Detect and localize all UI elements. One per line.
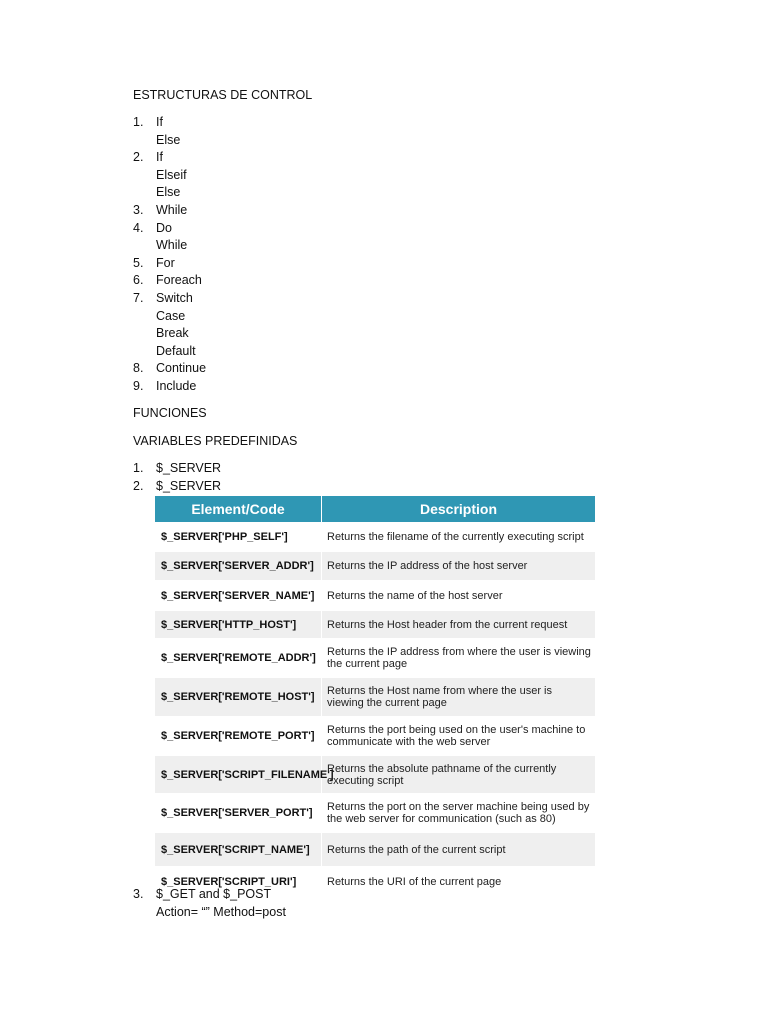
table-row bbox=[155, 552, 595, 581]
list-text: Break bbox=[156, 326, 189, 341]
list-text: If bbox=[156, 150, 163, 165]
cell-code: $_SERVER['HTTP_HOST'] bbox=[155, 611, 322, 638]
table-row bbox=[155, 581, 595, 611]
list-number: 9. bbox=[133, 378, 144, 393]
table-row bbox=[155, 522, 595, 552]
list-number: 3. bbox=[133, 887, 144, 901]
cell-description: Returns the Host header from the current request bbox=[327, 618, 568, 631]
cell-description: Returns the absolute pathname of the currently executing script bbox=[327, 762, 557, 787]
list-number: 6. bbox=[133, 273, 144, 288]
cell-description: Returns the name of the host server bbox=[327, 589, 503, 602]
cell-code: $_SERVER['SERVER_PORT'] bbox=[155, 794, 322, 832]
list-text: Switch bbox=[156, 290, 193, 305]
header-element-code: Element/Code bbox=[155, 496, 322, 522]
list-text: While bbox=[156, 238, 188, 253]
table-row bbox=[155, 717, 595, 756]
list-text: Else bbox=[156, 185, 181, 200]
cell-description: Returns the IP address from where the user is viewing the current page bbox=[327, 646, 591, 670]
cell-description: Returns the path of the current script bbox=[327, 843, 506, 856]
list-text: While bbox=[156, 202, 188, 217]
cell-description: Returns the Host name from where the user is viewing the current page bbox=[327, 685, 552, 709]
cell-description: Returns the IP address of the host server bbox=[327, 560, 528, 572]
list-number: 3. bbox=[133, 202, 144, 217]
list-text: $_SERVER bbox=[156, 461, 222, 475]
header-description: Description bbox=[419, 501, 497, 517]
cell-code: $_SERVER['REMOTE_HOST'] bbox=[155, 678, 322, 716]
table-row bbox=[155, 756, 595, 794]
list-text: If bbox=[156, 115, 163, 129]
list-text: Action= “” Method=post bbox=[156, 904, 286, 919]
cell-code: $_SERVER['SCRIPT_FILENAME'] bbox=[155, 756, 322, 793]
heading-variables: VARIABLES PREDEFINIDAS bbox=[133, 434, 298, 448]
list-text: Else bbox=[156, 132, 181, 147]
cell-description: Returns the filename of the currently executing script bbox=[327, 530, 584, 543]
list-text: Foreach bbox=[156, 273, 202, 288]
list-number: 4. bbox=[133, 220, 144, 235]
list-number: 2. bbox=[133, 150, 144, 165]
server-variables-table bbox=[155, 496, 595, 898]
list-number: 7. bbox=[133, 290, 144, 305]
cell-description: Returns the port being used on the user's machine to communicate with the web server bbox=[327, 724, 586, 748]
list-number: 5. bbox=[133, 255, 144, 270]
list-number: 2. bbox=[133, 478, 144, 493]
table-body bbox=[155, 522, 595, 898]
list-text: For bbox=[156, 255, 175, 270]
list-text: Elseif bbox=[156, 167, 187, 182]
cell-code: $_SERVER['SERVER_NAME'] bbox=[155, 581, 322, 610]
list-text: Include bbox=[156, 378, 197, 393]
cell-code: $_SERVER['REMOTE_PORT'] bbox=[155, 717, 322, 755]
table-header bbox=[155, 496, 595, 522]
heading-funciones: FUNCIONES bbox=[133, 406, 207, 420]
table-row bbox=[155, 611, 595, 639]
list-number: 1. bbox=[133, 115, 144, 129]
list-text: Continue bbox=[156, 361, 207, 376]
cell-description: Returns the port on the server machine being used by the web server for communication (such as 80) bbox=[327, 801, 590, 825]
cell-description: Returns the URI of the current page bbox=[327, 876, 502, 888]
table-row bbox=[155, 833, 595, 867]
heading-estructuras: ESTRUCTURAS DE CONTROL bbox=[133, 88, 313, 102]
cell-code: $_SERVER['SCRIPT_URI'] bbox=[155, 867, 322, 897]
list-number: 1. bbox=[133, 461, 144, 475]
list-text: Case bbox=[156, 308, 186, 323]
table-row bbox=[155, 794, 595, 833]
cell-code: $_SERVER['SERVER_ADDR'] bbox=[155, 552, 322, 580]
cell-code: $_SERVER['REMOTE_ADDR'] bbox=[155, 639, 322, 677]
list-text: $_GET and $_POST bbox=[156, 887, 272, 901]
list-text: Default bbox=[156, 343, 196, 358]
table-row bbox=[155, 678, 595, 717]
cell-code: $_SERVER['PHP_SELF'] bbox=[155, 522, 322, 551]
table-row bbox=[155, 639, 595, 678]
cell-code: $_SERVER['SCRIPT_NAME'] bbox=[155, 833, 322, 866]
list-number: 8. bbox=[133, 361, 144, 376]
list-text: $_SERVER bbox=[156, 478, 222, 493]
list-text: Do bbox=[156, 220, 172, 235]
